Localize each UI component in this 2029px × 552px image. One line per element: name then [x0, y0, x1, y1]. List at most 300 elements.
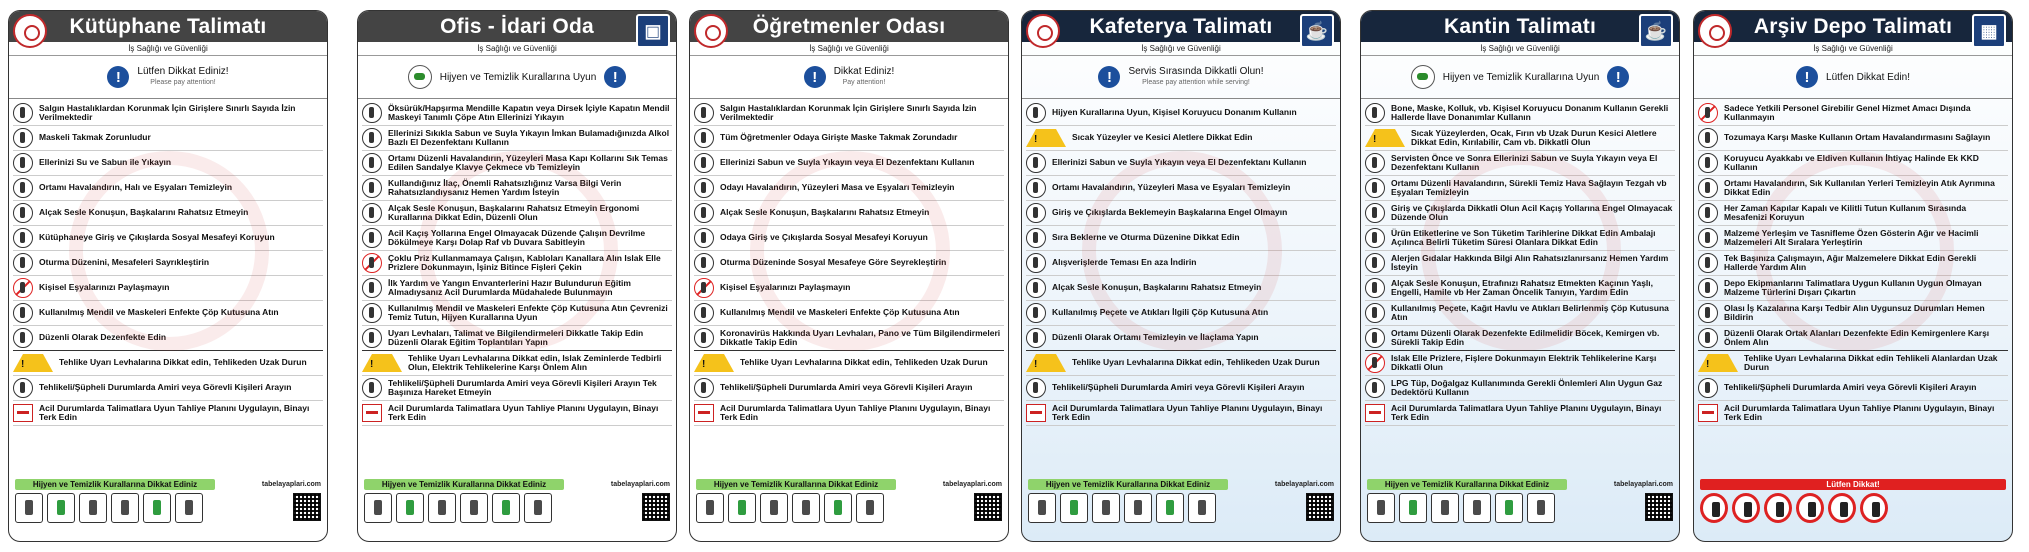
rule-item [13, 101, 323, 126]
rule-text: Servisten Önce ve Sonra Ellerinizi Sabun ve Suyla Yıkayın veya El Dezenfektanı Kullanın [1391, 152, 1658, 172]
rule-text: Düzenli Olarak Dezenfekte Edin [39, 332, 167, 343]
supervisor-icon [694, 378, 714, 398]
exit-icon [694, 404, 714, 422]
rule-item [1698, 326, 2008, 351]
supervisor-icon [1698, 378, 1718, 398]
trash-icon [362, 303, 382, 323]
rule-text: Tehlikeli/Şüpheli Durumlarda Amiri veya Görevli Kişileri Arayın [1052, 382, 1305, 393]
footer-icon-row [1028, 493, 1334, 523]
notice-text [137, 66, 228, 88]
footer-icon-row [15, 493, 321, 523]
footer-site: tabelayaplari.com [1274, 481, 1334, 488]
rule-item [694, 176, 1004, 201]
rule-item [1026, 376, 1336, 401]
rule-text: Hijyen Kurallarına Uyun, Kişisel Koruyucu Donanım Kullanın [1052, 107, 1297, 118]
panel-header [9, 11, 327, 42]
medicine-icon [362, 178, 382, 198]
entrance-icon [1026, 203, 1046, 223]
subtitle-text: İş Sağlığı ve Güvenliği [1141, 44, 1221, 53]
panel-subtitle [1022, 42, 1340, 56]
rule-text: Ortamı Düzenli Havalandırın, Yüzeyleri Masa Kapı Kollarını Sık Temas Edilen Sandalye Klavye Çekmece vb Temizleyin [388, 152, 668, 172]
rule-text: Kullanılmış Mendil ve Maskeleri Enfekte Çöp Kutusuna Atın [39, 307, 279, 318]
rule-text: Alerjen Gıdalar Hakkında Bilgi Alın Rahatsızlanırsanız Hemen Yardım İsteyin [1391, 252, 1669, 272]
notice-banner [1694, 56, 2012, 99]
rule-text: Ortamı Havalandırın, Yüzeyleri Masa ve Eşyaları Temizleyin [1052, 182, 1291, 193]
panel-header [1694, 11, 2012, 42]
coat-icon [47, 493, 75, 523]
rule-item [694, 401, 1004, 426]
notice-label-en: Please pay attention! [150, 79, 216, 86]
desk-worker-icon: ▣ [636, 14, 670, 48]
rule-item [13, 376, 323, 401]
panel-library [8, 10, 328, 542]
rule-text: Tehlike Uyarı Levhalarına Dikkat edin, Tehlikeden Uzak Durun [740, 357, 988, 368]
no-sharing-icon [694, 278, 714, 298]
rule-item [1698, 351, 2008, 376]
rule-text: Depo Ekipmanlarını Talimatlara Uygun Kullanın Uygun Olmayan Malzeme Türlerini Dışarı Çıkartın [1724, 277, 1982, 297]
footer-site: tabelayaplari.com [261, 481, 321, 488]
panel-title: Kütüphane Talimatı [69, 14, 267, 38]
rule-item [1698, 176, 2008, 201]
rule-text: Acil Kaçış Yollarına Engel Olmayacak Düzende Çalışın Devrilme Dökülmeye Karşı Dolap Raf vb Duvara Sabitleyin [388, 227, 646, 247]
label-icon [1365, 228, 1385, 248]
soap-icon [364, 493, 392, 523]
panel-title: Ofis - İdari Oda [440, 14, 594, 38]
allergen-icon [1365, 253, 1385, 273]
notice-text [440, 72, 597, 83]
rule-item [1026, 301, 1336, 326]
panel-subtitle [690, 42, 1008, 56]
footer-site: tabelayaplari.com [610, 481, 670, 488]
first-aid-icon [362, 278, 382, 298]
gas-cylinder-icon [1365, 378, 1385, 398]
rule-item [694, 276, 1004, 301]
rule-text: Tehlike Uyarı Levhalarına Dikkat edin, Islak Zeminlerde Tedbirli Olun, Elektrik Tehlikelerine Karşı Önlem Alın [408, 352, 662, 372]
rule-text: Kullandığınız İlaç, Önemli Rahatsızlığınız Varsa Bilgi Verin Rahatsızlandıysanız Hemen Yardım İsteyin [388, 177, 622, 197]
no-entry-icon [1764, 493, 1792, 523]
mask-icon [1092, 493, 1120, 523]
rule-text: Alçak Sesle Konuşun, Başkalarını Rahatsız Etmeyin [39, 207, 249, 218]
rule-item [13, 176, 323, 201]
panel-teachers-room [689, 10, 1009, 542]
trash-icon [694, 303, 714, 323]
rule-item [1365, 126, 1675, 151]
info-icon: ! [804, 66, 826, 88]
rule-text: Ortamı Havalandırın, Sık Kullanılan Yerleri Temizleyin Atık Ayrımına Dikkat Edin [1724, 177, 1995, 197]
rule-text: Öksürük/Hapşırma Mendille Kapatın veya Dirsek İçiyle Kapatın Mendil Maskeyi Tanımlı Çöpe Atın Ellerinizi Yıkayın [388, 102, 670, 122]
rule-item [362, 301, 672, 326]
rule-text: Kişisel Eşyalarınızı Paylaşmayın [39, 282, 170, 293]
rule-item [1365, 176, 1675, 201]
handwash-icon [13, 153, 33, 173]
panel-header [690, 11, 1008, 42]
rule-item [13, 276, 323, 301]
virus-icon [824, 493, 852, 523]
archive-shelf-icon: ▦ [1972, 14, 2006, 48]
notice-label: Lütfen Dikkat Edin! [1826, 71, 1910, 83]
distance-icon [694, 228, 714, 248]
notice-label: Hijyen ve Temizlik Kurallarına Uyun [439, 71, 597, 83]
seating-icon [13, 253, 33, 273]
rule-item [362, 201, 672, 226]
handwash-icon [1026, 153, 1046, 173]
panel-canteen [1360, 10, 1680, 542]
rule-item [1026, 276, 1336, 301]
footer-icon-row [696, 493, 1002, 523]
rule-item [694, 226, 1004, 251]
panel-footer [9, 479, 327, 541]
no-sharing-icon [13, 278, 33, 298]
rule-item [1365, 226, 1675, 251]
rule-item [1026, 226, 1336, 251]
rule-text: Koruyucu Ayakkabı ve Eldiven Kullanın İhtiyaç Halinde Ek KKD Kullanın [1724, 152, 1979, 172]
panel-office [357, 10, 677, 542]
rule-item [362, 126, 672, 151]
rule-text: Acil Durumlarda Talimatlara Uyun Tahliye Planını Uygulayın, Binayı Terk Edin [39, 402, 310, 422]
handwash-icon [362, 128, 382, 148]
rule-text: Kullanılmış Mendil ve Maskeleri Enfekte Çöp Kutusuna Atın [720, 307, 960, 318]
panel-footer [690, 479, 1008, 541]
ventilation-icon [694, 178, 714, 198]
mask-icon [13, 128, 33, 148]
info-icon: ! [1607, 66, 1629, 88]
panel-subtitle [358, 42, 676, 56]
rule-item [1698, 301, 2008, 326]
rule-item [1698, 151, 2008, 176]
trash-icon [1365, 303, 1385, 323]
rule-list [9, 99, 327, 426]
rule-text: Odayı Havalandırın, Yüzeyleri Masa ve Eşyaları Temizleyin [720, 182, 955, 193]
footer-banner: Hijyen ve Temizlik Kurallarına Dikkat Ediniz [1028, 479, 1228, 490]
coffee-cup-icon: ☕ [1300, 14, 1334, 48]
rule-item [1365, 151, 1675, 176]
rule-text: Çoklu Priz Kullanmamaya Çalışın, Kabloları Kanallara Alın Islak Elle Prizlere Dokunmayın, İşiniz Bitince Fişleri Çekin [388, 252, 661, 272]
trash-icon [524, 493, 552, 523]
rule-item [1026, 351, 1336, 376]
seating-icon [694, 253, 714, 273]
rule-text: İlk Yardım ve Yangın Envanterlerini Hazır Bulundurun Eğitim Almadıysanız Acil Durumlarda Müdahalede Bulunmayın [388, 277, 631, 297]
rule-text: Oturma Düzenini, Mesafeleri Sayrıkleştirin [39, 257, 210, 268]
rule-item [694, 301, 1004, 326]
notice-label: Servis Sırasında Dikkatli Olun! [1128, 66, 1264, 77]
quiet-icon [1365, 278, 1385, 298]
warning-icon [694, 354, 734, 372]
rule-item [362, 251, 672, 276]
rule-text: Tehlike Uyarı Levhalarına Dikkat edin, Tehlikeden Uzak Durun [59, 357, 307, 368]
trash-icon [13, 303, 33, 323]
shelf-icon [362, 228, 382, 248]
rule-text: Sıra Beklerne ve Oturma Düzenine Dikkat Edin [1052, 232, 1240, 243]
panel-header [1022, 11, 1340, 42]
accident-icon [1698, 303, 1718, 323]
person-icon [694, 103, 714, 123]
footer-site: tabelayaplari.com [942, 481, 1002, 488]
warning-icon [1026, 354, 1066, 372]
rule-item [694, 376, 1004, 401]
info-icon: ! [1796, 66, 1818, 88]
rule-item [694, 201, 1004, 226]
rule-text: Acil Durumlarda Talimatlara Uyun Tahliye Planını Uygulayın, Binayı Terk Edin [1052, 402, 1323, 422]
rule-item [362, 326, 672, 351]
no-wet-hands-icon [1365, 353, 1385, 373]
no-smoking-icon [1700, 493, 1728, 523]
warning-icon [13, 354, 53, 372]
rule-item [13, 351, 323, 376]
rule-text: Alışverişlerde Teması En aza İndirin [1052, 257, 1197, 268]
rule-item [362, 151, 672, 176]
no-food-icon [1828, 493, 1856, 523]
equipment-icon [1698, 278, 1718, 298]
rule-text: Kullanılmış Mendil ve Maskeleri Enfekte Çöp Kutusuna Atın Çevrenizi Temiz Tutun, Hijyen Kurallarına Uyun [388, 302, 668, 322]
rule-item [1698, 201, 2008, 226]
mask-icon [1431, 493, 1459, 523]
subtitle-text: İş Sağlığı ve Güvenliği [128, 44, 208, 53]
footer-icon-row [364, 493, 670, 523]
footer-banner: Hijyen ve Temizlik Kurallarına Dikkat Ediniz [1367, 479, 1567, 490]
rule-text: Bone, Maske, Kolluk, vb. Kişisel Koruyucu Donanım Kullanın Gerekli Hallerde İlave Donanımlar Kullanın [1391, 102, 1669, 122]
rule-item [1365, 101, 1675, 126]
rule-item [1365, 201, 1675, 226]
spray-icon [1463, 493, 1491, 523]
notice-label: Dikkat Ediniz! [833, 66, 895, 77]
virus-icon [492, 493, 520, 523]
rule-item [1026, 201, 1336, 226]
ventilation-icon [13, 178, 33, 198]
queue-icon [1026, 228, 1046, 248]
panel-cafeteria [1021, 10, 1341, 542]
rule-item [1026, 101, 1336, 126]
ppe-icon [1026, 103, 1046, 123]
rule-item [1698, 101, 2008, 126]
rule-list [1361, 99, 1679, 426]
person-icon [13, 103, 33, 123]
rule-item [1365, 301, 1675, 326]
warning-icon [1698, 354, 1738, 372]
coat-icon [728, 493, 756, 523]
rule-item [1026, 401, 1336, 426]
training-icon [362, 328, 382, 348]
rule-item [13, 226, 323, 251]
cough-icon [362, 103, 382, 123]
trash-icon [856, 493, 884, 523]
hygiene-icon [1411, 65, 1435, 89]
lifting-icon [1698, 253, 1718, 273]
quiet-icon [13, 203, 33, 223]
shelf-icon [1698, 228, 1718, 248]
coffee-cup-icon: ☕ [1639, 14, 1673, 48]
rule-item [1698, 276, 2008, 301]
notice-banner [1361, 56, 1679, 99]
rule-item [1698, 376, 2008, 401]
rule-item [694, 251, 1004, 276]
handwash-icon [1365, 153, 1385, 173]
subtitle-text: İş Sağlığı ve Güvenliği [477, 44, 557, 53]
supervisor-icon [362, 378, 382, 398]
supervisor-icon [1026, 378, 1046, 398]
rule-text: Tehlike Uyarı Levhalarına Dikkat edin, Tehlikeden Uzak Durun [1072, 357, 1320, 368]
rule-text: Oturma Düzeninde Sosyal Mesafeye Göre Seyrekleştirin [720, 257, 947, 268]
trash-icon [175, 493, 203, 523]
rule-text: Uyarı Levhaları, Talimat ve Bilgilendirmeleri Dikkatle Takip Edin Düzenli Olarak Eğitim Toplantıları Yapın [388, 327, 644, 347]
rule-text: Alçak Sesle Konuşun, Etrafınızı Rahatsız Etmekten Kaçının Yaşlı, Engelli, Hamile vb Her Zaman Öncelik Tanıyın, Yardım Edin [1391, 277, 1654, 297]
rule-text: Tozumaya Karşı Maske Kullanın Ortam Havalandırmasını Sağlayın [1724, 132, 1991, 143]
rule-item [694, 126, 1004, 151]
notice-text [1443, 72, 1600, 83]
handwash-icon [694, 153, 714, 173]
rule-text: Ortamı Düzenli Havalandırın, Sürekli Temiz Hava Sağlayın Tezgah vb Eşyaları Temizleyin [1391, 177, 1667, 197]
rule-text: Giriş ve Çıkışlarda Beklemeyin Başkalarına Engel Olmayın [1052, 207, 1288, 218]
panel-header [1361, 11, 1679, 42]
notice-label: Hijyen ve Temizlik Kurallarına Uyun [1442, 71, 1600, 83]
rule-item [694, 351, 1004, 376]
mask-icon [79, 493, 107, 523]
footer-site: tabelayaplari.com [1613, 481, 1673, 488]
rule-text: Ortamı Düzenli Olarak Dezenfekte Edilmelidir Böcek, Kemirgen vb. Sürekli Takip Edin [1391, 327, 1660, 347]
panel-subtitle [1361, 42, 1679, 56]
panel-footer [1022, 479, 1340, 541]
quiet-icon [1026, 278, 1046, 298]
ventilation-icon [1026, 178, 1046, 198]
rule-list [690, 99, 1008, 426]
notice-text [834, 66, 895, 88]
coat-icon [1060, 493, 1088, 523]
panel-footer [358, 479, 676, 541]
rule-text: Salgın Hastalıklardan Korunmak İçin Girişlere Sınırlı Sayıda İzin Verilmektedir [720, 102, 977, 122]
rule-item [1365, 251, 1675, 276]
info-icon: ! [1098, 66, 1120, 88]
rule-item [13, 401, 323, 426]
coat-icon [1399, 493, 1427, 523]
panel-archive-depot [1693, 10, 2013, 542]
rule-text: Tehlikeli/Şüpheli Durumlarda Amiri veya Görevli Kişileri Arayın [1724, 382, 1977, 393]
panel-subtitle [9, 42, 327, 56]
notice-label-en: Please pay attention while serving! [1142, 79, 1250, 86]
rule-text: Her Zaman Kapılar Kapalı ve Kilitli Tutun Kullanım Sırasında Mesafenizi Koruyun [1724, 202, 1967, 222]
rule-item [13, 151, 323, 176]
exit-icon [13, 404, 33, 422]
rule-item [362, 276, 672, 301]
footer-banner: Lütfen Dikkat! [1700, 479, 2006, 490]
virus-icon [1495, 493, 1523, 523]
rule-text: Acil Durumlarda Talimatlara Uyun Tahliye Planını Uygulayın, Binayı Terk Edin [1724, 402, 1995, 422]
exit-icon [1698, 404, 1718, 422]
rule-text: Tüm Öğretmenler Odaya Girişte Maske Takmak Zorundadır [720, 132, 958, 143]
quiet-icon [694, 203, 714, 223]
rule-item [694, 326, 1004, 351]
exit-icon [362, 404, 382, 422]
hygiene-icon [408, 65, 432, 89]
rule-text: Acil Durumlarda Talimatlara Uyun Tahliye Planını Uygulayın, Binayı Terk Edin [1391, 402, 1662, 422]
mask-icon [694, 128, 714, 148]
soap-icon [696, 493, 724, 523]
rule-text: Malzeme Yerleşim ve Tasnifleme Özen Gösterin Ağır ve Hacimli Malzemeleri Alt Sıralara Yerleştirin [1724, 227, 1979, 247]
rule-list [1694, 99, 2012, 426]
rule-text: Tehlike Uyarı Levhalarına Dikkat edin Tehlikeli Alanlardan Uzak Durun [1744, 352, 1998, 372]
ppe-icon [1365, 103, 1385, 123]
rule-item [362, 351, 672, 376]
entrance-icon [1365, 203, 1385, 223]
rule-text: Islak Elle Prizlere, Fişlere Dokunmayın Elektrik Tehlikelerine Karşı Dikkatli Olun [1391, 352, 1657, 372]
disinfect-icon [1365, 328, 1385, 348]
no-children-icon [1796, 493, 1824, 523]
rule-item [1698, 226, 2008, 251]
disinfect-icon [1698, 328, 1718, 348]
coat-icon [396, 493, 424, 523]
rule-item [1365, 351, 1675, 376]
mask-icon [428, 493, 456, 523]
rule-text: Düzenli Olarak Ortamı Temizleyin ve İlaçlama Yapın [1052, 332, 1259, 343]
rule-text: Ellerinizi Sabun ve Suyla Yıkayın veya El Dezenfektanı Kullanın [720, 157, 975, 168]
rule-text: Koronavirüs Hakkında Uyarı Levhaları, Pano ve Tüm Bilgilendirmeleri Dikkatle Takip Edin [720, 327, 1001, 347]
rule-text: Tehlikeli/Şüpheli Durumlarda Amiri veya Görevli Kişileri Arayın [39, 382, 292, 393]
lock-icon [1698, 203, 1718, 223]
rule-item [362, 176, 672, 201]
panel-title: Arşiv Depo Talimatı [1753, 14, 1953, 38]
rule-text: Giriş ve Çıkışlarda Dikkatli Olun Acil Kaçış Yollarına Engel Olmayacak Düzende Olun [1391, 202, 1673, 222]
rule-item [362, 401, 672, 426]
no-phone-icon [1860, 493, 1888, 523]
desk-icon [362, 203, 382, 223]
notice-text [1826, 72, 1910, 83]
subtitle-text: İş Sağlığı ve Güvenliği [809, 44, 889, 53]
rule-item [13, 126, 323, 151]
notice-label-en: Pay attention! [842, 79, 886, 86]
rule-text: Ellerinizi Su ve Sabun ile Yıkayın [39, 157, 172, 168]
rule-text: Alçak Sesle Konuşun, Başkalarını Rahatsız Etmeyin Ergonomi Kurallarına Dikkat Edin, Düzenli Olun [388, 202, 640, 222]
rule-item [362, 226, 672, 251]
panel-subtitle [1694, 42, 2012, 56]
virus-icon [1156, 493, 1184, 523]
distance-icon [13, 228, 33, 248]
rule-item [362, 376, 672, 401]
disinfect-icon [1026, 328, 1046, 348]
rule-item [694, 101, 1004, 126]
rule-text: Kullanılmış Peçete ve Atıkları İlgili Çöp Kutusuna Atın [1052, 307, 1269, 318]
rule-text: Kişisel Eşyalarınızı Paylaşmayın [720, 282, 851, 293]
footer-banner: Hijyen ve Temizlik Kurallarına Dikkat Ediniz [364, 479, 564, 490]
footer-banner: Hijyen ve Temizlik Kurallarına Dikkat Ediniz [696, 479, 896, 490]
rule-list [1022, 99, 1340, 426]
rule-text: Tehlikeli/Şüpheli Durumlarda Amiri veya Görevli Kişileri Arayın [720, 382, 973, 393]
rule-text: Ellerinizi Sabun ve Suyla Yıkayın veya El Dezenfektanı Kullanın [1052, 157, 1307, 168]
panel-title: Kantin Talimatı [1444, 14, 1596, 38]
rule-text: Kullanılmış Peçete, Kağıt Havlu ve Atıkları Belirlenmiş Çöp Kutusuna Atın [1391, 302, 1669, 322]
hot-surface-icon [1365, 129, 1405, 147]
rule-text: Sıcak Yüzeylerden, Ocak, Fırın vb Uzak Durun Kesici Aletlere Dikkat Edin, Kırılabilir, Cam vb. Dikkatli Olun [1411, 127, 1657, 147]
ventilation-icon [1698, 178, 1718, 198]
trash-icon [1527, 493, 1555, 523]
ventilation-icon [1365, 178, 1385, 198]
supervisor-icon [13, 378, 33, 398]
qr-code-icon [1306, 493, 1334, 521]
rule-text: Ellerinizi Sıkıkla Sabun ve Suyla Yıkayın İmkan Bulamadığınızda Alkol Bazlı El Dezenfektanı Kullanın [388, 127, 670, 147]
panel-footer [1694, 479, 2012, 541]
rule-item [694, 151, 1004, 176]
notice-banner [9, 56, 327, 99]
rule-item [13, 201, 323, 226]
rule-item [1026, 251, 1336, 276]
virus-icon [143, 493, 171, 523]
contactless-icon [1026, 253, 1046, 273]
qr-code-icon [293, 493, 321, 521]
panel-title: Kafeterya Talimatı [1089, 14, 1273, 38]
warning-icon [362, 354, 402, 372]
rule-item [1365, 401, 1675, 426]
spray-icon [111, 493, 139, 523]
rule-text: Sıcak Yüzeyler ve Kesici Aletlere Dikkat Edin [1072, 132, 1253, 143]
info-icon: ! [604, 66, 626, 88]
rule-text: Alçak Sesle Konuşun, Başkalarını Rahatsız Etmeyin [720, 207, 930, 218]
